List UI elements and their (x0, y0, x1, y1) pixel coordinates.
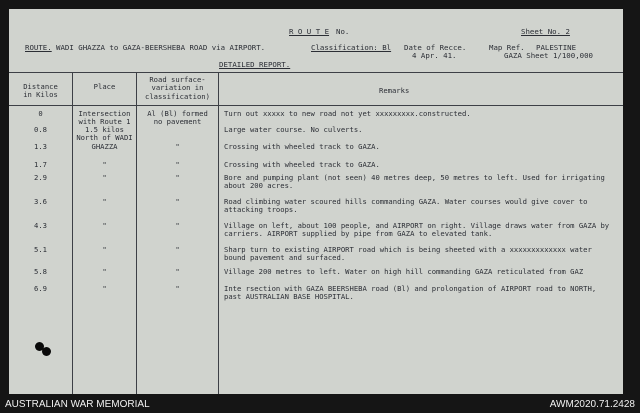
remarks-cell: Inte rsection with GAZA BEERSHEBA road (Bl) and prolongation of AIRPORT road to NORTH, past AUSTRALIAN BASE HOSPITAL. (224, 284, 597, 302)
place-cell: " (102, 197, 107, 206)
route-number-label: No. (336, 27, 350, 36)
recce-date: 4 Apr. 41. (412, 51, 457, 60)
distance-cell: 0 (38, 109, 43, 118)
archive-footer (0, 394, 640, 413)
detailed-report-heading: DETAILED REPORT. (219, 60, 291, 69)
surface-cell: " (175, 245, 180, 254)
recce-label: Date of Recce. (404, 43, 467, 52)
remarks-cell: Village on left, about 100 people, and AIRPORT on right. Village draws water from GAZA by carriers. AIRPORT supplied by pipe from GAZA to elevated tank. (224, 221, 610, 239)
map-ref-label: Map Ref. (489, 43, 525, 52)
distance-cell: 6.9 (34, 284, 47, 293)
place-cell: 1.5 kilos North of WADI GHAZZA (76, 125, 133, 151)
surface-cell: " (175, 173, 180, 182)
surface-cell: " (175, 221, 180, 230)
archive-accession-number: AWM2020.71.2428 (549, 399, 635, 410)
route-title: R O U T E (289, 27, 330, 36)
distance-cell: 5.1 (34, 245, 47, 254)
distance-cell: 2.9 (34, 173, 47, 182)
remarks-cell: Road climbing water scoured hills commanding GAZA. Water courses would give cover to attacking troops. (224, 197, 588, 215)
surface-cell: " (175, 197, 180, 206)
sheet-number: Sheet No. 2 (521, 27, 570, 36)
surface-cell: Al (Bl) formed no pavement (147, 109, 208, 127)
punch-hole (42, 347, 51, 356)
col-header-surface: Road surface- variation in classification) (145, 75, 210, 101)
remarks-cell: Large water course. No culverts. (224, 125, 363, 134)
column-divider (218, 72, 219, 394)
col-header-distance: Distance in Kilos (23, 82, 58, 100)
surface-cell: " (175, 142, 180, 151)
place-cell: Intersection with Route 1 (78, 109, 131, 127)
place-cell: " (102, 284, 107, 293)
distance-cell: 1.7 (34, 160, 47, 169)
remarks-cell: Bore and pumping plant (not seen) 40 metres deep, 50 metres to left. Used for irrigating about 200 acres. (224, 173, 605, 191)
remarks-cell: Crossing with wheeled track to GAZA. (224, 142, 380, 151)
map-ref-sheet: GAZA Sheet 1/100,000 (504, 51, 593, 60)
distance-cell: 5.8 (34, 267, 47, 276)
table-top-rule (9, 72, 623, 73)
remarks-cell: Sharp turn to existing AIRPORT road which is being sheeted with a xxxxxxxxxxxxx water bound pavement and surfaced. (224, 245, 592, 263)
place-cell: " (102, 221, 107, 230)
map-ref-value: PALESTINE (536, 43, 577, 52)
route-label: ROUTE. (25, 43, 52, 52)
place-cell: " (102, 160, 107, 169)
archive-credit: AUSTRALIAN WAR MEMORIAL (5, 399, 150, 410)
surface-cell: " (175, 267, 180, 276)
distance-cell: 4.3 (34, 221, 47, 230)
document-page (9, 9, 623, 394)
route-description: WADI GHAZZA to GAZA-BEERSHEBA ROAD via AIRPORT. (56, 43, 266, 52)
surface-cell: " (175, 284, 180, 293)
distance-cell: 1.3 (34, 142, 47, 151)
surface-cell: " (175, 160, 180, 169)
remarks-cell: Village 200 metres to left. Water on high hill commanding GAZA reticulated from GAZ (224, 267, 584, 276)
remarks-cell: Crossing with wheeled track to GAZA. (224, 160, 380, 169)
place-cell: " (102, 173, 107, 182)
distance-cell: 0.8 (34, 125, 47, 134)
classification: Classification: Bl (311, 43, 392, 52)
place-cell: " (102, 245, 107, 254)
place-cell: " (102, 267, 107, 276)
col-header-place: Place (93, 82, 116, 91)
col-header-remarks: Remarks (379, 86, 410, 95)
table-header-rule (9, 105, 623, 106)
distance-cell: 3.6 (34, 197, 47, 206)
remarks-cell: Turn out xxxxx to new road not yet xxxxxxxxx.constructed. (224, 109, 471, 118)
